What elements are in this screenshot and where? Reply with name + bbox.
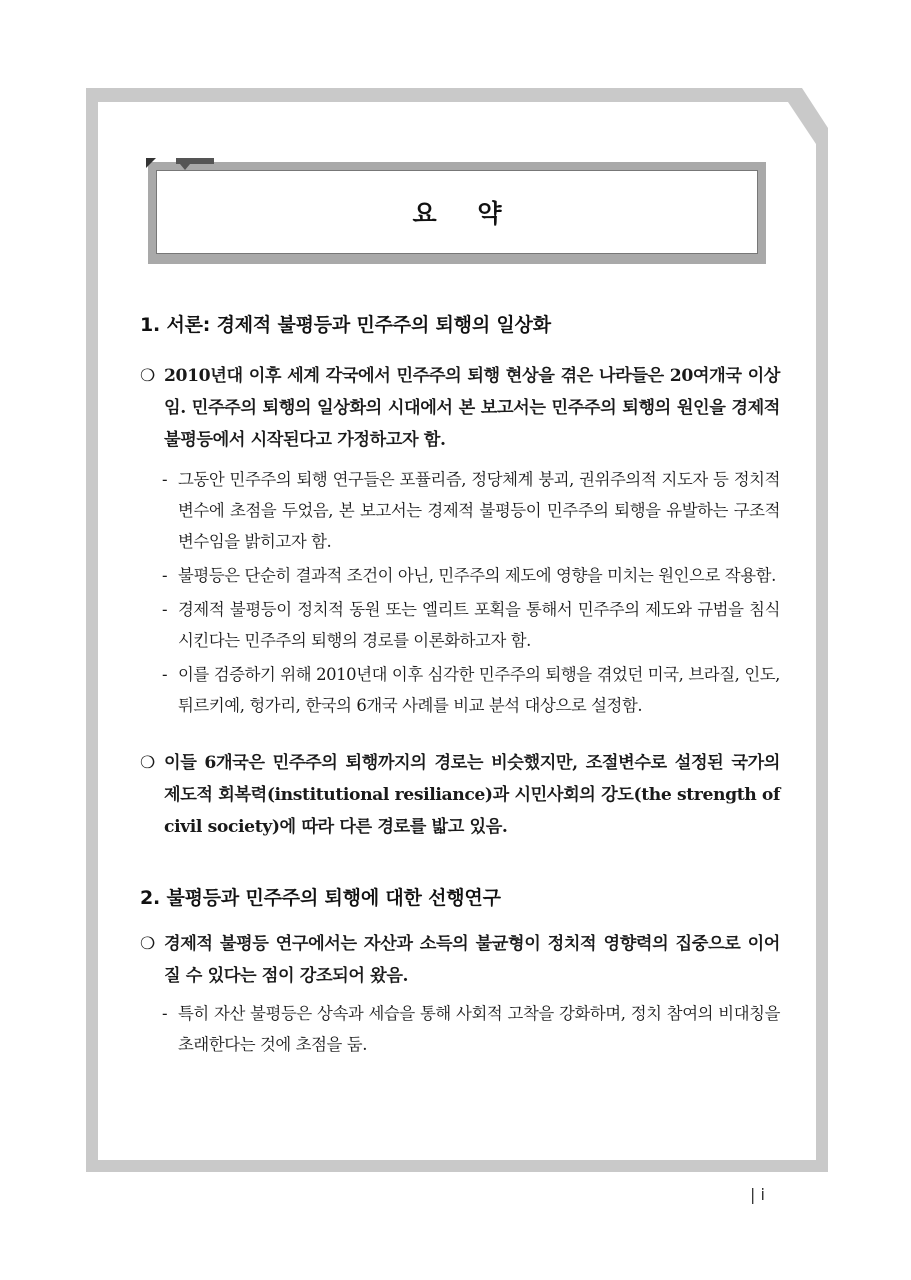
bullet-item	[140, 360, 780, 456]
sub-text: 그동안 민주주의 퇴행 연구들은 포퓰리즘, 정당체계 붕괴, 권위주의적 지도자 등 정치적 변수에 초점을 두었음, 본 보고서는 경제적 불평등이 민주주의 퇴행을 유발하는 구조적 변수임을 밝히고자 함.	[178, 470, 780, 551]
page-number: | i	[750, 1185, 765, 1204]
sub-text: 불평등은 단순히 결과적 조건이 아닌, 민주주의 제도에 영향을 미치는 원인으로 작용함.	[178, 566, 776, 585]
bullet-item	[140, 747, 780, 843]
circle-bullet-icon: ❍	[140, 753, 155, 773]
dash-marker: -	[162, 600, 168, 619]
bullet-text: 2010년대 이후 세계 각국에서 민주주의 퇴행 현상을 겪은 나라들은 20여개국 이상임. 민주주의 퇴행의 일상화의 시대에서 본 보고서는 민주주의 퇴행의 원인을 경제적 불평등에서 시작된다고 가정하고자 함.	[164, 366, 780, 450]
sub-text: 이를 검증하기 위해 2010년대 이후 심각한 민주주의 퇴행을 겪었던 미국, 브라질, 인도, 튀르키예, 헝가리, 한국의 6개국 사례를 비교 분석 대상으로 설정함.	[178, 665, 780, 715]
bullet-text: 이들 6개국은 민주주의 퇴행까지의 경로는 비슷했지만, 조절변수로 설정된 국가의 제도적 회복력(institutional resiliance)과 시민사회의 강도(the strength of civil society)에 따라 다른 경로를 밟고 있음.	[164, 753, 780, 837]
dash-marker: -	[162, 665, 168, 684]
section-heading-1: 1. 서론: 경제적 불평등과 민주주의 퇴행의 일상화	[140, 314, 551, 336]
title-tab-decoration	[176, 158, 214, 164]
sub-item	[140, 560, 780, 591]
sub-item	[140, 464, 780, 557]
summary-content	[140, 300, 780, 1060]
sub-item	[140, 594, 780, 656]
sub-item	[140, 998, 780, 1060]
dash-marker: -	[162, 566, 168, 585]
sub-item	[140, 659, 780, 721]
dash-marker: -	[162, 1004, 168, 1023]
sub-text: 경제적 불평등이 정치적 동원 또는 엘리트 포획을 통해서 민주주의 제도와 규범을 침식시킨다는 민주주의 퇴행의 경로를 이론화하고자 함.	[178, 600, 780, 650]
section-heading-2: 2. 불평등과 민주주의 퇴행에 대한 선행연구	[140, 887, 501, 909]
bullet-text: 경제적 불평등 연구에서는 자산과 소득의 불균형이 정치적 영향력의 집중으로 이어질 수 있다는 점이 강조되어 왔음.	[164, 934, 780, 986]
dash-marker: -	[162, 470, 168, 489]
bullet-item	[140, 928, 780, 992]
circle-bullet-icon: ❍	[140, 366, 155, 386]
page-title: 요 약	[412, 199, 518, 228]
title-box	[156, 170, 758, 254]
sub-text: 특히 자산 불평등은 상속과 세습을 통해 사회적 고착을 강화하며, 정치 참여의 비대칭을 초래한다는 것에 초점을 둠.	[178, 1004, 780, 1054]
circle-bullet-icon: ❍	[140, 934, 155, 954]
corner-notch	[146, 158, 156, 168]
